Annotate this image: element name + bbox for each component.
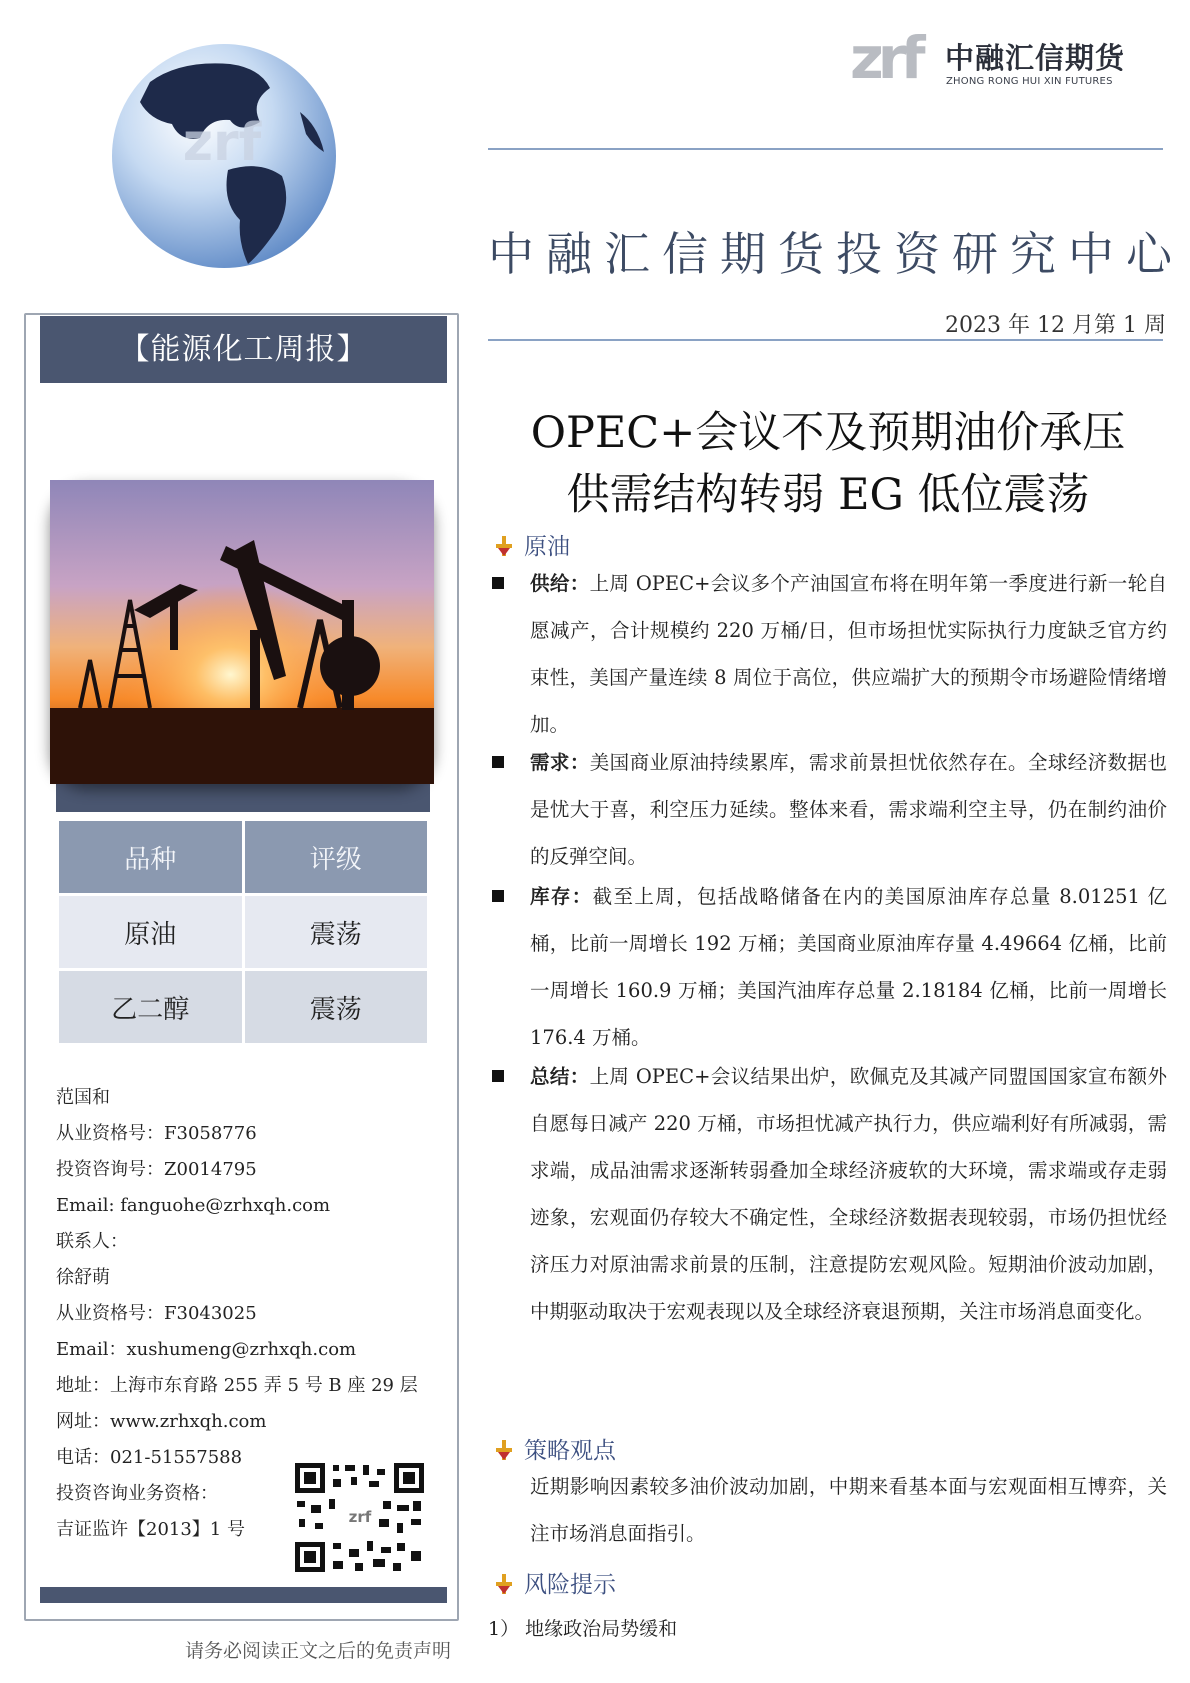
report-type-banner: 【能源化工周报】 [40,316,447,383]
table-row [59,971,427,1043]
brand-name-en: ZHONG RONG HUI XIN FUTURES [946,76,1113,87]
contact-line: 范国和 [56,1087,110,1108]
header-rule-top [488,148,1163,150]
label-demand: 需求： [530,751,590,774]
rating-cell: 乙二醇 [59,971,242,1043]
globe-logo-image [110,42,338,270]
bullet-square-icon [492,1070,504,1082]
rating-header-variety: 品种 [59,821,242,893]
svg-text:zrf: zrf [850,24,920,92]
report-headline [488,402,1168,526]
contact-line: 电话：021-51557588 [56,1447,243,1468]
svg-text:zrf: zrf [348,1508,372,1526]
section-arrow-icon [492,534,516,558]
rating-header-grade: 评级 [245,821,428,893]
contact-line: 从业资格号：F3058776 [56,1123,257,1144]
bullet-square-icon [492,890,504,902]
text-summary: 上周 OPEC+会议结果出炉，欧佩克及其减产同盟国国家宣布额外自愿每日减产 220 万桶，市场担忧减产执行力，供应端利好有所减弱，需求端，成品油需求逐渐转弱叠加全球经济疲软的大环境，需求端或存走弱迹象，宏观面仍存较大不确定性，全球经济数据表现较弱，市场仍担忧经济压力对原油需求前景的压制，注意提防宏观风险。短期油价波动加剧，中期驱动取决于宏观表现以及全球经济衰退预期，关注市场消息面变化。 [530,1065,1167,1323]
table-row [59,896,427,968]
text-inventory: 截至上周，包括战略储备在内的美国原油库存总量 8.01251 亿桶，比前一周增长 192 万桶；美国商业原油库存量 4.49664 亿桶，比前一周增长 160.9 万桶；美国汽油库存总量 2.18184 亿桶，比前一周增长 176.4 万桶。 [530,885,1167,1049]
section-title-risk: 风险提示 [492,1566,616,1599]
rating-table [56,818,430,1046]
contact-line: 投资咨询业务资格： [56,1483,218,1504]
contact-line: 吉证监许【2013】1 号 [56,1519,245,1540]
section-title-strategy: 策略观点 [492,1432,616,1465]
rating-cell: 震荡 [245,971,428,1043]
rating-cell: 原油 [59,896,242,968]
text-demand: 美国商业原油持续累库，需求前景担忧依然存在。全球经济数据也是忧大于喜，利空压力延续。整体来看，需求端利空主导，仍在制约油价的反弹空间。 [530,751,1167,868]
contact-email-link[interactable]: Email: fanguohe@zrhxqh.com [56,1195,331,1216]
paragraph-demand [530,739,1167,880]
bullet-square-icon [492,756,504,768]
risk-item-1: 1） 地缘政治局势缓和 [488,1618,678,1640]
contact-email-link[interactable]: Email：xushumeng@zrhxqh.com [56,1339,357,1360]
section-arrow-icon [492,1438,516,1462]
report-date: 2023 年 12 月第 1 周 [945,313,1166,338]
label-supply: 供给： [530,572,590,595]
label-inventory: 库存： [530,885,593,908]
rating-cell: 震荡 [245,896,428,968]
contact-line: 投资咨询号：Z0014795 [56,1159,257,1180]
paragraph-inventory [530,873,1167,1061]
headline-line-1: OPEC+会议不及预期油价承压 [530,408,1126,458]
headline-line-2: 供需结构转弱 EG 低位震荡 [566,470,1090,520]
section-title-crude: 原油 [492,528,570,561]
paragraph-supply [530,560,1167,748]
paragraph-strategy: 近期影响因素较多油价波动加剧，中期来看基本面与宏观面相互博弈，关注市场消息面指引。 [530,1475,1167,1545]
globe-watermark-text: zrf [182,113,262,173]
contact-line: 从业资格号：F3043025 [56,1303,257,1324]
label-summary: 总结： [530,1065,590,1088]
bullet-square-icon [492,577,504,589]
disclaimer-text: 请务必阅读正文之后的免责声明 [185,1640,452,1662]
brand-name-cn: 中融汇信期货 [945,41,1126,75]
contact-line: 徐舒萌 [56,1267,110,1288]
section-arrow-icon [492,1572,516,1596]
website-link[interactable]: 网址：www.zrhxqh.com [56,1411,267,1432]
qr-code-image [293,1461,426,1574]
header-rule-bottom [488,339,1163,341]
contact-line: 地址：上海市东育路 255 弄 5 号 B 座 29 层 [56,1375,418,1396]
contact-line: 联系人： [56,1231,128,1252]
paragraph-summary [530,1053,1167,1335]
oil-pump-sunset-photo [50,480,434,784]
text-supply: 上周 OPEC+会议多个产油国宣布将在明年第一季度进行新一轮自愿减产，合计规模约 220 万桶/日，但市场担忧实际执行力度缺乏官方约束性，美国产量连续 8 周位于高位，供应端扩大的预期令市场避险情绪增加。 [530,572,1167,736]
sidebar-footer-bar [40,1587,447,1603]
center-title: 中融汇信期货投资研究中心 [488,227,1184,281]
